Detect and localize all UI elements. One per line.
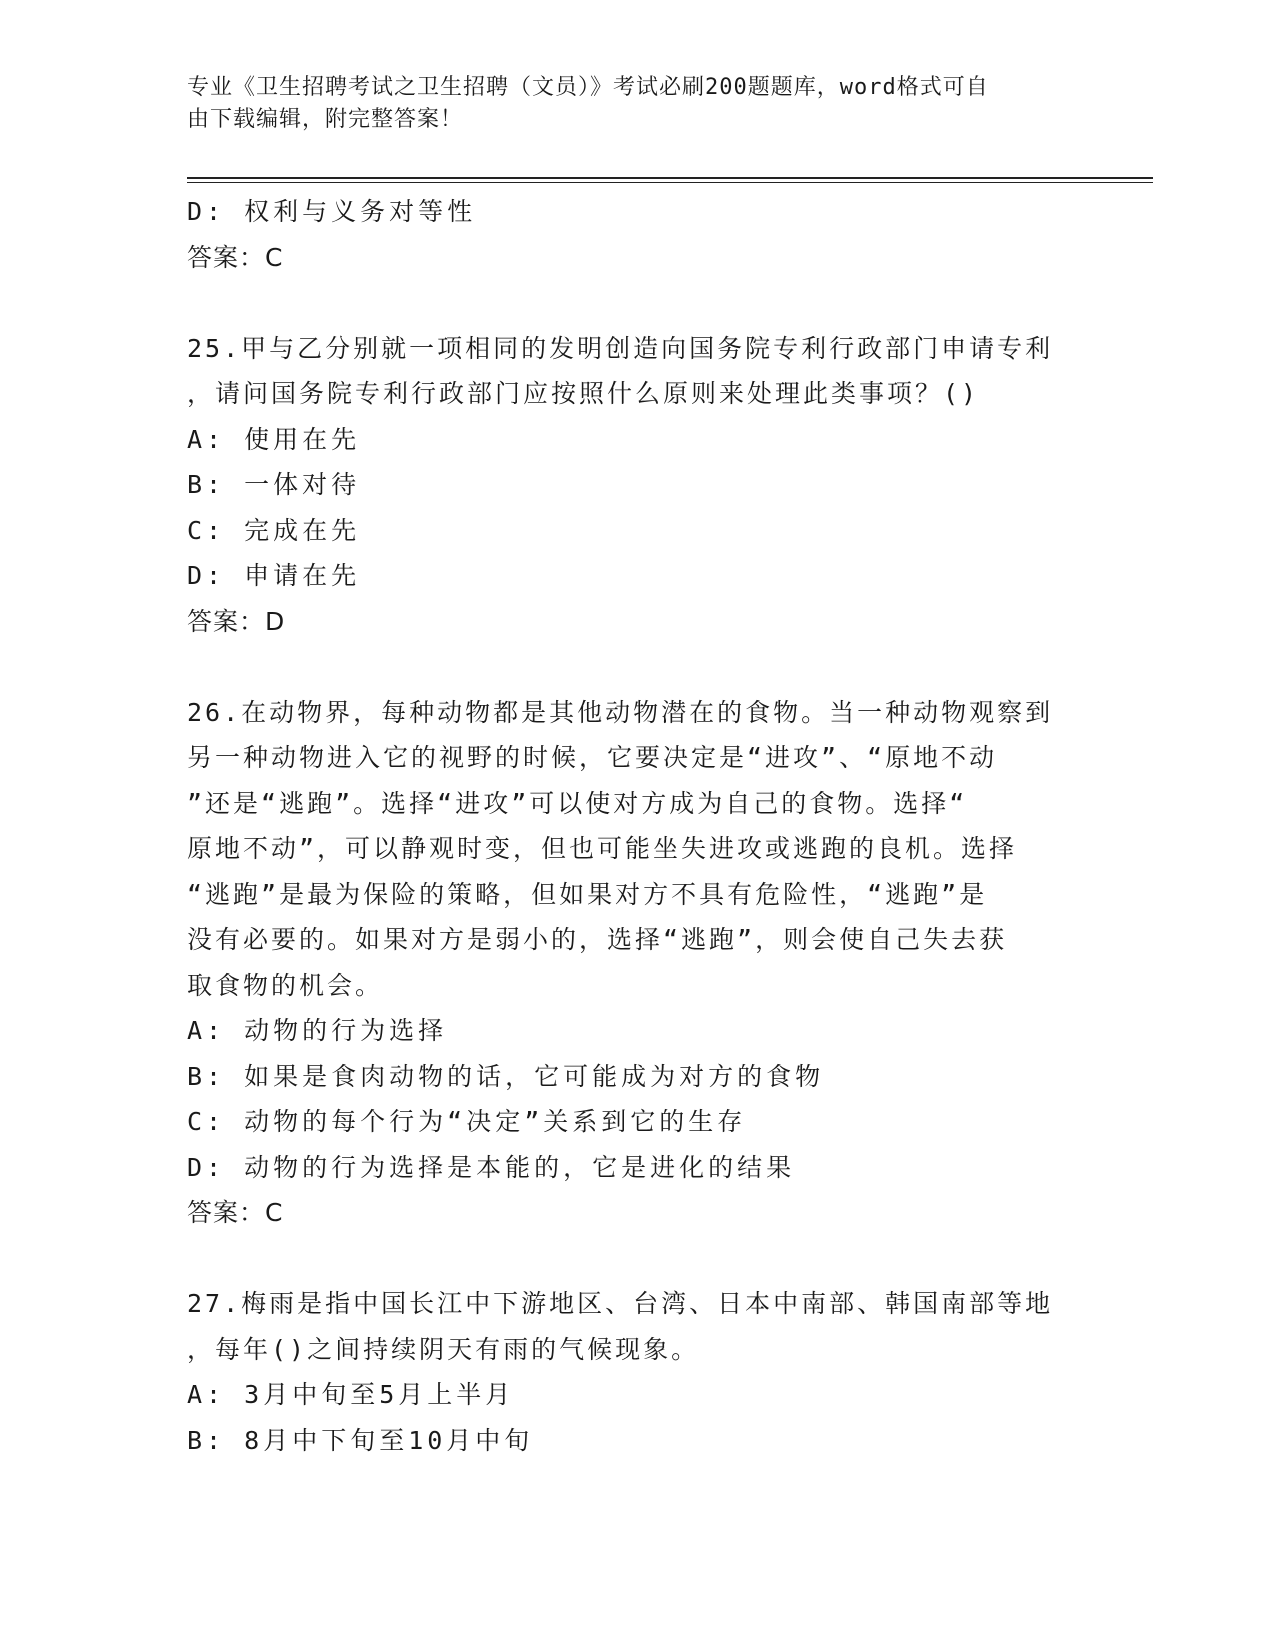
document-body <box>187 189 1087 1463</box>
stem-line: 原地不动”，可以静观时变，但也可能坐失进攻或逃跑的良机。选择 <box>187 834 1018 863</box>
question-stem <box>187 326 1087 417</box>
spacer <box>187 644 1087 690</box>
spacer <box>187 280 1087 326</box>
spacer <box>187 1236 1087 1282</box>
option-d: D: 权利与义务对等性 <box>187 197 477 226</box>
answer-line: 答案：C <box>187 242 284 272</box>
option-a: A: 使用在先 <box>187 424 361 454</box>
stem-line: ，请问国务院专利行政部门应按照什么原则来处理此类事项？() <box>187 379 980 408</box>
option-d: D: 申请在先 <box>187 561 361 590</box>
option-a: A: 动物的行为选择 <box>187 1016 448 1045</box>
question-26 <box>187 690 1087 1236</box>
stem-line: 另一种动物进入它的视野的时候，它要决定是“进攻”、“原地不动 <box>187 743 998 772</box>
answer-line: 答案：C <box>187 1198 284 1227</box>
document-header <box>187 72 1087 136</box>
answer-line: 答案：D <box>187 606 286 636</box>
question-stem <box>187 690 1087 1009</box>
header-line-2: 由下载编辑，附完整答案！ <box>187 107 464 132</box>
stem-line: 没有必要的。如果对方是弱小的，选择“逃跑”，则会使自己失去获 <box>187 925 1008 954</box>
question-25 <box>187 326 1087 645</box>
option-b: B: 8月中下旬至10月中旬 <box>187 1425 534 1455</box>
question-27 <box>187 1281 1087 1463</box>
option-c: C: 完成在先 <box>187 515 361 545</box>
header-divider-thin <box>187 182 1153 183</box>
option-b: B: 如果是食肉动物的话，它可能成为对方的食物 <box>187 1061 825 1091</box>
header-line-1: 专业《卫生招聘考试之卫生招聘（文员）》考试必刷200题题库，word格式可自 <box>187 75 989 100</box>
stem-line: ，每年()之间持续阴天有雨的气候现象。 <box>187 1334 700 1364</box>
previous-question-tail <box>187 189 1087 280</box>
header-divider-thick <box>187 177 1153 179</box>
question-stem <box>187 1281 1087 1372</box>
stem-line: “逃跑”是最为保险的策略，但如果对方不具有危险性，“逃跑”是 <box>187 879 988 909</box>
stem-line: 25.甲与乙分别就一项相同的发明创造向国务院专利行政部门申请专利 <box>187 333 1054 363</box>
option-a: A: 3月中旬至5月上半月 <box>187 1380 515 1409</box>
option-c: C: 动物的每个行为“决定”关系到它的生存 <box>187 1107 747 1136</box>
stem-line: 27.梅雨是指中国长江中下游地区、台湾、日本中南部、韩国南部等地 <box>187 1289 1054 1318</box>
stem-line: 26.在动物界，每种动物都是其他动物潜在的食物。当一种动物观察到 <box>187 697 1054 727</box>
option-b: B: 一体对待 <box>187 470 361 499</box>
stem-line: ”还是“逃跑”。选择“进攻”可以使对方成为自己的食物。选择“ <box>187 788 968 818</box>
option-d: D: 动物的行为选择是本能的，它是进化的结果 <box>187 1152 796 1182</box>
stem-line: 取食物的机会。 <box>187 970 384 1000</box>
